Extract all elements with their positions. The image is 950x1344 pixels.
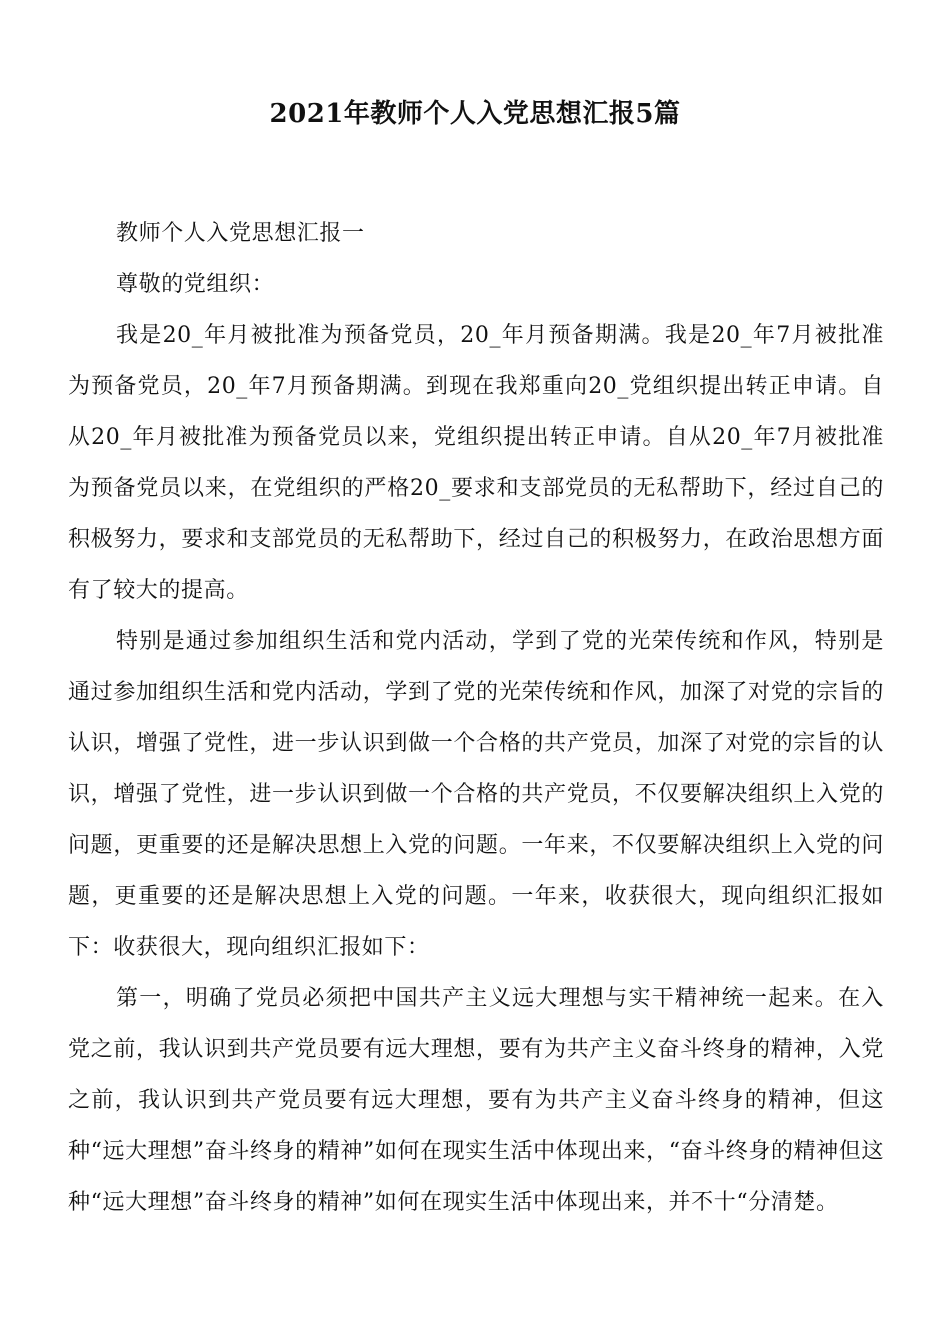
document-body (68, 208, 884, 1228)
paragraph: 尊敬的党组织： (116, 272, 275, 297)
paragraph: 第一，明确了党员必须把中国共产主义远大理想与实干精神统一起来。在入党之前，我认识到共产党员要有远大理想，要有为共产主义奋斗终身的精神，入党之前，我认识到共产党员要有远大理想，要有为共产主义奋斗终身的精神，但这种“远大理想”奋斗终身的精神”如何在现实生活中体现出来，“奋斗终身的精神但这种“远大理想”奋斗终身的精神”如何在现实生活中体现出来，并不十“分清楚。 (68, 986, 884, 1215)
paragraph: 特别是通过参加组织生活和党内活动，学到了党的光荣传统和作风，特别是通过参加组织生活和党内活动，学到了党的光荣传统和作风，加深了对党的宗旨的认识，增强了党性，进一步认识到做一个合格的共产党员，加深了对党的宗旨的认识，增强了党性，进一步认识到做一个合格的共产党员，不仅要解决组织上入党的问题，更重要的还是解决思想上入党的问题。一年来，不仅要解决组织上入党的问题，更重要的还是解决思想上入党的问题。一年来，收获很大，现向组织汇报如下：收获很大，现向组织汇报如下： (68, 629, 884, 960)
paragraph: 教师个人入党思想汇报一 (116, 221, 365, 246)
document-title: 2021年教师个人入党思想汇报5篇 (269, 99, 681, 129)
paragraph: 我是20_年月被批准为预备党员，20_年月预备期满。我是20_年7月被批准为预备党员，20_年7月预备期满。到现在我郑重向20_党组织提出转正申请。自从20_年月被批准为预备党员以来，党组织提出转正申请。自从20_年7月被批准为预备党员以来，在党组织的严格20_要求和支部党员的无私帮助下，经过自己的积极努力，要求和支部党员的无私帮助下，经过自己的积极努力，在政治思想方面有了较大的提高。 (68, 323, 884, 603)
